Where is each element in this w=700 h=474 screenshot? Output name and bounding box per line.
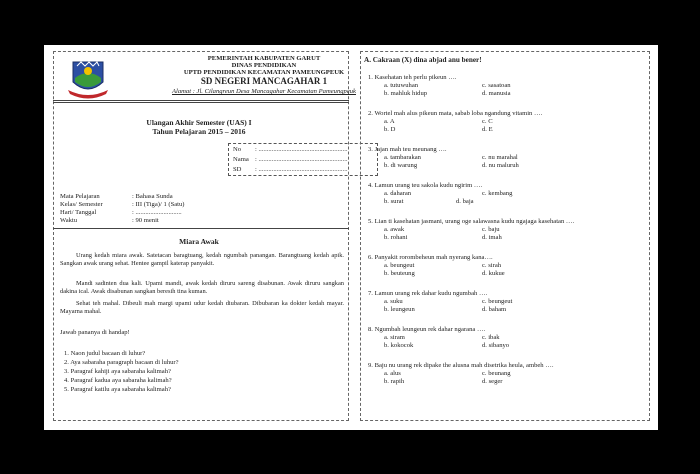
identity-field-sd[interactable]: : ...................................................... <box>255 166 348 173</box>
school-address: Alamat : Jl. Cilangreun Desa Mancagahar Kecamatan Pameungpeuk <box>172 88 356 95</box>
meta-label: Kelas/ Semester <box>60 201 103 208</box>
student-identity-box <box>228 143 378 176</box>
reading-paragraph-1: Urang kedah miara awak. Satetacan baragtuang, kedah ngumbah panangan. Barangtuang kedah apik. Sangkan awak urang sehat. Hentee gampil katerap panyakit. <box>60 252 344 267</box>
option-b[interactable]: b. leungeun <box>384 306 415 313</box>
section-a-title: A. Cakraan (X) dina abjad anu bener! <box>364 56 482 64</box>
identity-label-nama: Nama <box>233 156 249 163</box>
option-a[interactable]: a. tambarakan <box>384 154 421 161</box>
question-text: 3. Jajan mah teu meunang …. <box>368 146 447 153</box>
reading-question: 3. Paragraf kahiji aya sabaraha kalimah? <box>64 368 171 375</box>
question-text: 5. Lian ti kasehatan jasmani, urang oge salawasna kudu ngajaga kasehatan …. <box>368 218 575 225</box>
option-d[interactable]: d. kukue <box>482 270 505 277</box>
reading-paragraph-3: Sehat teh mahal. Dibeuli mah margi upami udur kedah diubaran. Dibubaran ka dokter kedah mayar. Mayarna mahal. <box>60 300 344 315</box>
option-d[interactable]: d. baja <box>456 198 474 205</box>
meta-value: : III (Tiga)/ 1 (Satu) <box>132 201 185 208</box>
meta-label: Waktu <box>60 217 78 224</box>
meta-label: Hari/ Tanggal <box>60 209 97 216</box>
question-text: 9. Baju nu urang rek dipake the alusna mah disetrika heula, ambeh …. <box>368 362 554 369</box>
option-d[interactable]: d. imah <box>482 234 502 241</box>
question-text: 1. Kasehatan teh perlu pikeun …. <box>368 74 457 81</box>
header-line-1: PEMERINTAH KABUPATEN GARUT <box>207 55 321 62</box>
option-c[interactable]: c. beungeut <box>482 298 513 305</box>
option-c[interactable]: c. baju <box>482 226 500 233</box>
option-a[interactable]: a. suku <box>384 298 403 305</box>
meta-divider <box>53 228 349 229</box>
reading-question: 5. Paragraf katilu aya sabaraha kalimah? <box>64 386 171 393</box>
exam-title: Ulangan Akhir Semester (UAS) I <box>146 118 252 127</box>
reading-paragraph-2: Mandi sadinten dua kali. Upami mandi, awak kedah diruru sareng disabunan. Awak diruru sangkan dakina ical. Awak disabunan sangkan beresih tina kuman. <box>60 280 344 295</box>
reading-question: 4. Paragraf kadua aya sabaraha kalimah? <box>64 377 172 384</box>
header-divider-2 <box>53 102 349 103</box>
option-b[interactable]: b. beuteung <box>384 270 415 277</box>
option-c[interactable]: c. beunang <box>482 370 511 377</box>
option-b[interactable]: b. D <box>384 126 396 133</box>
option-b[interactable]: b. surat <box>384 198 404 205</box>
question-text: 2. Wortel mah alus pikeun mata, sabab loba ngandung vitamin …. <box>368 110 543 117</box>
option-b[interactable]: b. di warung <box>384 162 418 169</box>
option-d[interactable]: d. seger <box>482 378 503 385</box>
identity-label-sd: SD <box>233 166 242 173</box>
option-c[interactable]: c. kembang <box>482 190 513 197</box>
option-b[interactable]: b. rapih <box>384 378 405 385</box>
meta-label: Mata Pelajaran <box>60 193 100 200</box>
option-a[interactable]: a. daharan <box>384 190 412 197</box>
meta-value: : Bahasa Sunda <box>132 193 173 200</box>
question-text: 6. Panyakit rorombeheun mah nyerang kana…. <box>368 254 493 261</box>
option-c[interactable]: c. sasatoan <box>482 82 511 89</box>
header-divider <box>53 100 349 101</box>
option-a[interactable]: a. tutuwuhan <box>384 82 419 89</box>
question-text: 7. Lamun urang rek dahar kudu ngumbah …. <box>368 290 488 297</box>
header-line-2: DINAS PENDIDIKAN <box>231 62 297 69</box>
option-d[interactable]: d. sibanyo <box>482 342 510 349</box>
option-b[interactable]: b. kokocok <box>384 342 414 349</box>
identity-field-nama[interactable]: : ...................................................... <box>255 156 348 163</box>
header-line-3: UPTD PENDIDIKAN KECAMATAN PAMEUNGPEUK <box>183 69 345 76</box>
meta-value: : 90 menit <box>132 217 159 224</box>
garut-logo-icon <box>65 56 111 102</box>
option-d[interactable]: d. nu maluruh <box>482 162 519 169</box>
option-d[interactable]: d. manusia <box>482 90 511 97</box>
question-text: 8. Ngumbah leungeun rek dahar ngarana …. <box>368 326 486 333</box>
option-c[interactable]: c. ibak <box>482 334 500 341</box>
meta-value: : ............................ <box>132 209 182 216</box>
identity-label-no: No <box>233 146 242 153</box>
option-a[interactable]: a. awak <box>384 226 405 233</box>
option-c[interactable]: c. C <box>482 118 493 125</box>
option-b[interactable]: b. rohani <box>384 234 408 241</box>
reading-instruction: Jawab pananya di handap! <box>60 329 130 336</box>
option-c[interactable]: c. nu marahal <box>482 154 518 161</box>
option-d[interactable]: d. baham <box>482 306 507 313</box>
exam-year: Tahun Pelajaran 2015 – 2016 <box>152 127 246 136</box>
school-name: SD NEGERI MANCAGAHAR 1 <box>200 76 328 86</box>
identity-field-no[interactable]: : ...................................................... <box>255 146 348 153</box>
option-a[interactable]: a. A <box>384 118 395 125</box>
reading-question: 1. Naon judul bacaan di luhur? <box>64 350 146 357</box>
reading-question: 2. Aya sabaraha paragraph bacaan di luhur? <box>64 359 179 366</box>
option-c[interactable]: c. sirah <box>482 262 502 269</box>
option-a[interactable]: a. alus <box>384 370 401 377</box>
exam-sheet <box>44 45 658 430</box>
option-a[interactable]: a. beungeut <box>384 262 415 269</box>
option-b[interactable]: b. mahluk hidup <box>384 90 428 97</box>
option-a[interactable]: a. siram <box>384 334 405 341</box>
option-d[interactable]: d. E <box>482 126 493 133</box>
reading-title: Miara Awak <box>179 237 219 246</box>
question-text: 4. Lamun urang teu sakola kudu ngirim …. <box>368 182 483 189</box>
